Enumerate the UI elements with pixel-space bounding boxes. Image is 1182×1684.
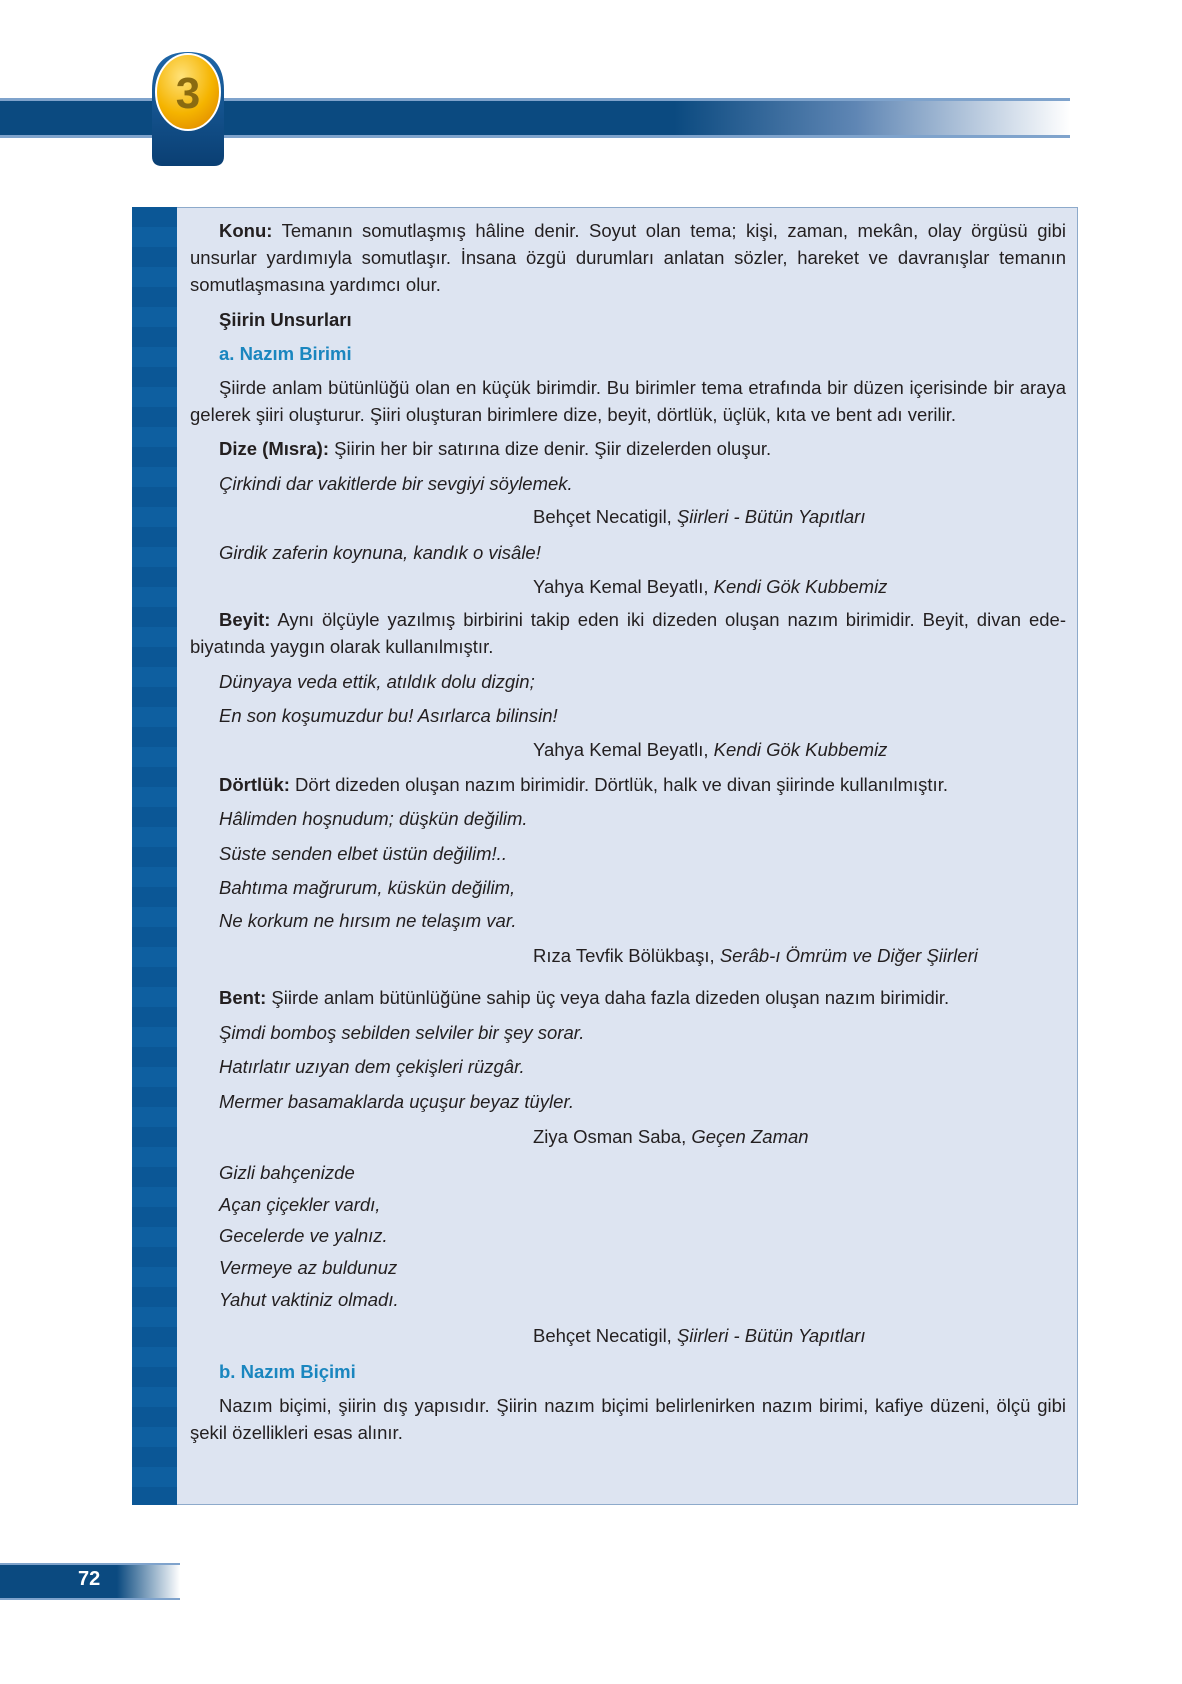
citation-author: Behçet Necatigil, — [533, 506, 677, 527]
poem-line: Yahut vaktiniz olmadı. — [219, 1289, 399, 1310]
citation-author: Behçet Necatigil, — [533, 1325, 677, 1346]
paragraph-body: Şiirde anlam bütünlüğü olan en küçük birimdir. Bu birimler tema etrafında bir düzen içerisinde bir araya gelerek şiiri oluşturur. Şiiri oluşturan birimlere dize, beyit, dörtlük, üçlük, kıta ve bent adı verilir. — [190, 377, 1066, 425]
quote — [219, 470, 1095, 497]
paragraph-body: Nazım biçimi, şiirin dış yapısıdır. Şiirin nazım biçimi belirlenirken nazım birimi, kafiye düzeni, ölçü gibi şekil özellikleri esas alınır. — [190, 1395, 1066, 1443]
paragraph — [190, 771, 1066, 798]
quote — [219, 840, 1095, 867]
poem-line: Açan çiçekler vardı, — [219, 1194, 381, 1215]
paragraph-body: Şiirin her bir satırına dize denir. Şiir dizelerden oluşur. — [329, 438, 772, 459]
citation — [533, 1322, 1182, 1349]
paragraph — [190, 374, 1066, 428]
paragraph-text — [190, 606, 1066, 660]
paragraph-body: Dört dizeden oluşan nazım birimidir. Dörtlük, halk ve divan şiirinde kullanılmıştır. — [289, 774, 948, 795]
quote — [219, 539, 1095, 566]
chapter-badge — [148, 50, 228, 168]
section-heading: Şiirin Unsurları — [219, 309, 352, 330]
poem-line: Vermeye az buldunuz — [219, 1257, 398, 1278]
page-number: 72 — [78, 1568, 101, 1590]
citation — [533, 503, 1182, 530]
poem-line: Mermer basamaklarda uçuşur beyaz tüyler. — [219, 1091, 575, 1112]
subheading — [219, 340, 1095, 367]
poem-line: En son koşumuzdur bu! Asırlarca bilinsin! — [219, 705, 558, 726]
citation-author: Rıza Tevfik Bölükbaşı, — [533, 945, 720, 966]
paragraph-text — [190, 771, 1066, 798]
term-label: Dörtlük: — [219, 774, 290, 795]
citation-author: Ziya Osman Saba, — [533, 1126, 692, 1147]
term-label: Dize (Mısra): — [219, 438, 329, 459]
paragraph-text — [190, 435, 1066, 462]
quote — [219, 1286, 1095, 1313]
poem-line: Hâlimden hoşnudum; düşkün değilim. — [219, 808, 528, 829]
citation-work: Şiirleri - Bütün Yapıtları — [676, 1325, 866, 1346]
quote — [219, 1159, 1095, 1186]
citation — [533, 736, 1182, 763]
subheading — [219, 1358, 1095, 1385]
subsection-heading: b. Nazım Biçimi — [219, 1361, 356, 1382]
paragraph-body: Temanın somutlaşmış hâline denir. Soyut olan tema; kişi, zaman, mekân, olay örgüsü gibi unsurlar yardımıyla somutlaşır. İnsana özgü durumları anlatan sözler, hareket ve davranışlar temanın somutlaşmasına yardımcı olur. — [190, 220, 1066, 295]
poem-line: Ne korkum ne hırsım ne telaşım var. — [219, 910, 517, 931]
paragraph — [190, 217, 1066, 298]
poem-line: Gecelerde ve yalnız. — [219, 1225, 388, 1246]
paragraph-text — [190, 374, 1066, 428]
chapter-number: 3 — [175, 69, 201, 118]
citation-work: Serâb-ı Ömrüm ve Diğer Şiirleri — [719, 945, 978, 966]
paragraph — [190, 984, 1066, 1011]
citation-work: Geçen Zaman — [691, 1126, 809, 1147]
heading — [219, 306, 1095, 333]
citation — [533, 942, 1182, 969]
quote — [219, 805, 1095, 832]
paragraph-body: Şiirde anlam bütünlüğüne sahip üç veya daha fazla dizeden oluşan nazım birimidir. — [266, 987, 950, 1008]
paragraph-text — [190, 1392, 1066, 1446]
paragraph — [190, 435, 1066, 462]
citation — [533, 573, 1182, 600]
quote — [219, 1254, 1095, 1281]
quote — [219, 907, 1095, 934]
poem-line: Çirkindi dar vakitlerde bir sevgiyi söylemek. — [219, 473, 573, 494]
quote — [219, 702, 1095, 729]
quote — [219, 1088, 1095, 1115]
citation-author: Yahya Kemal Beyatlı, — [533, 576, 714, 597]
paragraph — [190, 606, 1066, 660]
quote — [219, 874, 1095, 901]
quote — [219, 1191, 1095, 1218]
paragraph — [190, 1392, 1066, 1446]
citation-work: Kendi Gök Kubbemiz — [713, 739, 888, 760]
quote — [219, 668, 1095, 695]
citation-work: Şiirleri - Bütün Yapıtları — [676, 506, 866, 527]
quote — [219, 1222, 1095, 1249]
poem-line: Gizli bahçenizde — [219, 1162, 355, 1183]
poem-line: Süste senden elbet üstün değilim!.. — [219, 843, 507, 864]
term-label: Bent: — [219, 987, 267, 1008]
term-label: Konu: — [219, 220, 273, 241]
citation-author: Yahya Kemal Beyatlı, — [533, 739, 714, 760]
paragraph-text — [190, 984, 1066, 1011]
poem-line: Hatırlatır uzıyan dem çekişleri rüzgâr. — [219, 1056, 525, 1077]
paragraph-text — [190, 217, 1066, 298]
citation-work: Kendi Gök Kubbemiz — [713, 576, 888, 597]
quote — [219, 1019, 1095, 1046]
content-box-stripe — [132, 207, 177, 1505]
paragraph-body: Aynı ölçüyle yazılmış birbirini takip eden iki dizeden oluşan nazım birimidir. Beyit, divan ede-biyatında yaygın olarak kullanılmıştır. — [190, 609, 1066, 657]
quote — [219, 1053, 1095, 1080]
poem-line: Bahtıma mağrurum, küskün değilim, — [219, 877, 516, 898]
poem-line: Şimdi bomboş sebilden selviler bir şey sorar. — [219, 1022, 585, 1043]
poem-line: Girdik zaferin koynuna, kandık o visâle! — [219, 542, 541, 563]
term-label: Beyit: — [219, 609, 271, 630]
subsection-heading: a. Nazım Birimi — [219, 343, 352, 364]
poem-line: Dünyaya veda ettik, atıldık dolu dizgin; — [219, 671, 535, 692]
citation — [533, 1123, 1182, 1150]
